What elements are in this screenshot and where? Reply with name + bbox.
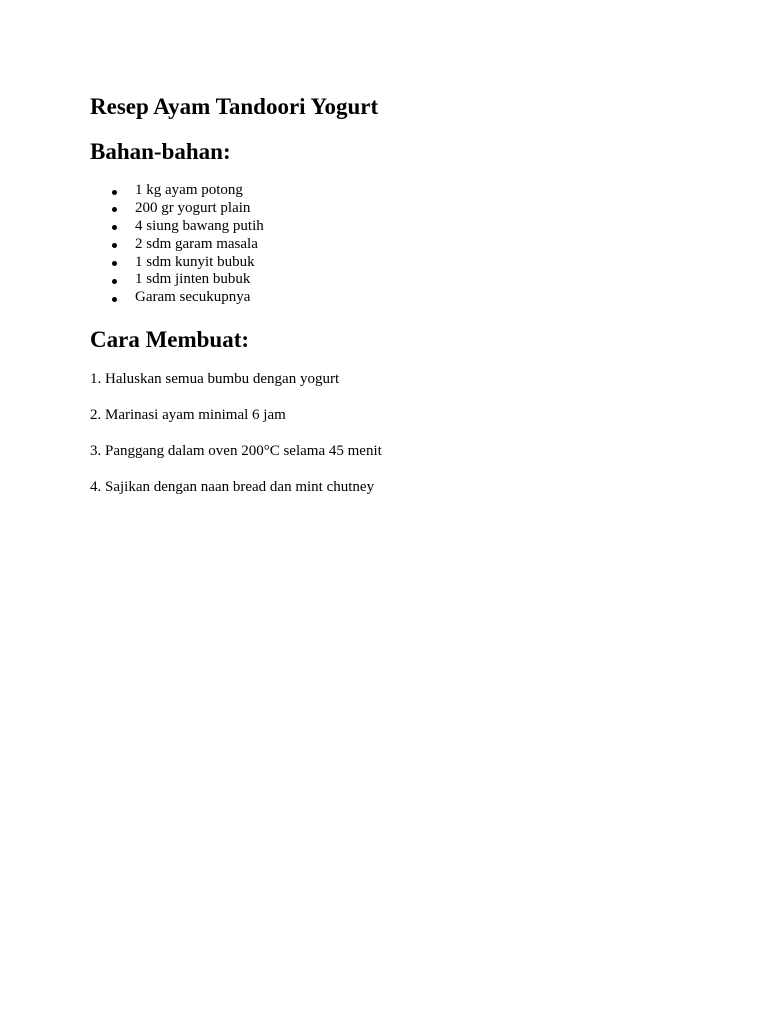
page-title: Resep Ayam Tandoori Yogurt bbox=[90, 94, 379, 119]
steps-heading: Cara Membuat: bbox=[90, 327, 250, 352]
step-list bbox=[90, 370, 382, 514]
step-item: 3. Panggang dalam oven 200°C selama 45 menit bbox=[90, 443, 382, 459]
ingredient-text: 2 sdm garam masala bbox=[135, 235, 258, 252]
ingredient-list bbox=[90, 182, 264, 307]
step-item: 4. Sajikan dengan naan bread dan mint chutney bbox=[90, 479, 375, 495]
ingredient-item bbox=[90, 289, 264, 307]
bullet-icon bbox=[112, 225, 117, 230]
ingredient-text: 1 sdm kunyit bubuk bbox=[135, 253, 255, 270]
bullet-icon bbox=[112, 207, 117, 212]
ingredient-item bbox=[90, 218, 264, 236]
ingredient-text: Garam secukupnya bbox=[135, 289, 251, 306]
ingredient-item bbox=[90, 254, 264, 272]
ingredient-item bbox=[90, 271, 264, 289]
bullet-icon bbox=[112, 297, 117, 302]
bullet-icon bbox=[112, 279, 117, 284]
ingredient-text: 200 gr yogurt plain bbox=[135, 199, 251, 216]
ingredient-item bbox=[90, 200, 264, 218]
step-item: 2. Marinasi ayam minimal 6 jam bbox=[90, 407, 286, 423]
ingredient-text: 1 kg ayam potong bbox=[135, 182, 243, 198]
step-item: 1. Haluskan semua bumbu dengan yogurt bbox=[90, 371, 340, 387]
ingredient-item bbox=[90, 182, 264, 200]
bullet-icon bbox=[112, 243, 117, 248]
ingredient-text: 4 siung bawang putih bbox=[135, 217, 264, 234]
ingredients-heading: Bahan-bahan: bbox=[90, 139, 231, 164]
bullet-icon bbox=[112, 190, 117, 195]
bullet-icon bbox=[112, 261, 117, 266]
ingredient-item bbox=[90, 236, 264, 254]
ingredient-text: 1 sdm jinten bubuk bbox=[135, 271, 251, 288]
